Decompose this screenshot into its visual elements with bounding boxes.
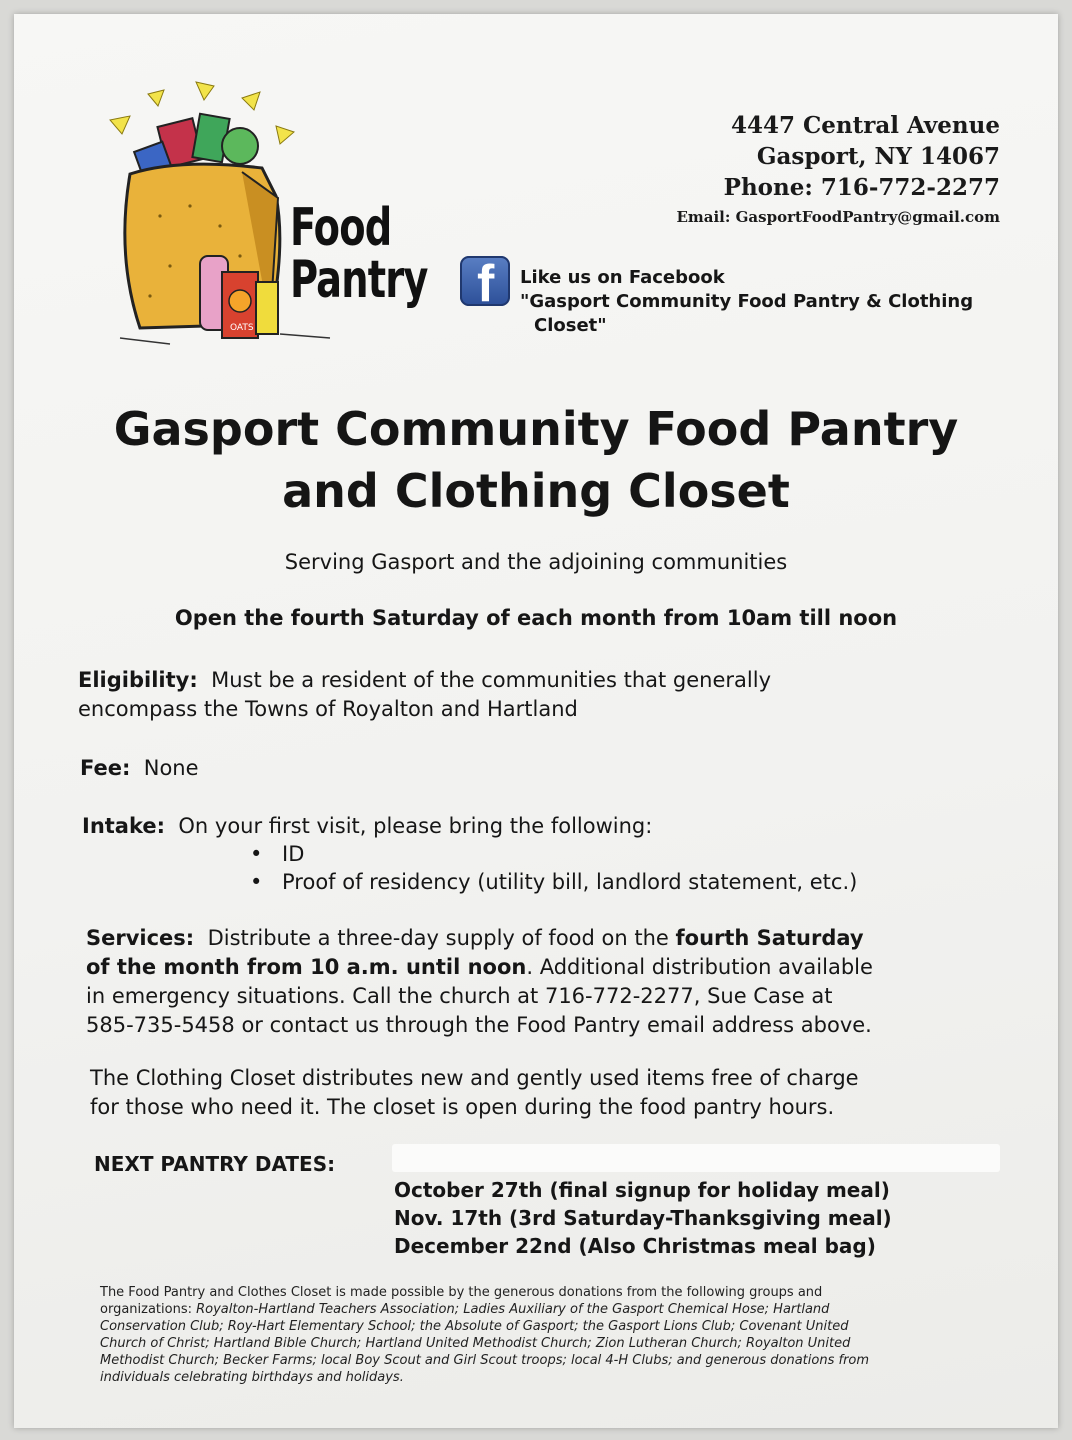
grocery-bag-logo	[100, 76, 445, 356]
eligibility-text-1: Must be a resident of the communities that generally	[211, 668, 771, 692]
city-state-zip: Gasport, NY 14067	[756, 143, 1000, 170]
eligibility-section	[78, 666, 771, 724]
services-section	[86, 924, 1006, 1040]
sponsors-footer	[100, 1284, 970, 1386]
facebook-callout	[520, 266, 973, 338]
oats-label: OATS	[230, 323, 254, 333]
next-dates-label: NEXT PANTRY DATES:	[94, 1152, 336, 1176]
facebook-line2: "Gasport Community Food Pantry & Clothing	[520, 291, 974, 312]
facebook-line1: Like us on Facebook	[520, 267, 725, 288]
redaction-strip	[392, 1144, 1000, 1172]
next-dates-list	[394, 1176, 892, 1260]
list-item: • Proof of residency (utility bill, landlord statement, etc.)	[250, 868, 857, 896]
list-item: October 27th (final signup for holiday meal)	[394, 1178, 890, 1202]
fee-section	[80, 754, 199, 783]
intake-text: On your first visit, please bring the following:	[178, 814, 653, 838]
closet-section	[90, 1064, 859, 1122]
eligibility-text-2: encompass the Towns of Royalton and Hartland	[78, 697, 578, 721]
footer-intro: The Food Pantry and Clothes Closet is made possible by the generous donations from the following groups and	[100, 1285, 823, 1300]
services-text-3: in emergency situations. Call the church at 716-772-2277, Sue Case at	[86, 984, 833, 1008]
list-item: Nov. 17th (3rd Saturday-Thanksgiving meal)	[394, 1206, 892, 1230]
services-bold-1: fourth Saturday	[675, 926, 864, 950]
footer-line-3: Church of Christ; Hartland Bible Church; Hartland United Methodist Church; Zion Lutheran Church; Royalton United	[100, 1336, 851, 1351]
intake-list	[250, 840, 857, 896]
services-bold-2: of the month from 10 a.m. until noon	[86, 955, 527, 979]
list-item: • ID	[250, 840, 857, 868]
phone-number: Phone: 716-772-2277	[723, 174, 1000, 201]
street-address: 4447 Central Avenue	[730, 112, 1000, 139]
email-address: Email: GasportFoodPantry@gmail.com	[676, 208, 1000, 226]
fee-label: Fee:	[80, 756, 131, 780]
footer-line-4: Methodist Church; Becker Farms; local Boy Scout and Girl Scout troops; local 4-H Clubs; and generous donations from	[100, 1353, 870, 1368]
intake-label: Intake:	[82, 814, 166, 838]
closet-text-1: The Clothing Closet distributes new and gently used items free of charge	[90, 1066, 859, 1090]
intake-section	[82, 812, 652, 841]
page-title	[0, 398, 1072, 522]
list-item: December 22nd (Also Christmas meal bag)	[394, 1234, 876, 1258]
logo-text-pantry: Pantry	[290, 250, 428, 310]
footer-line-1: Royalton-Hartland Teachers Association; Ladies Auxiliary of the Gasport Chemical Hose; Hartland	[196, 1302, 830, 1317]
contact-block	[676, 110, 1000, 229]
footer-line-2: Conservation Club; Roy-Hart Elementary School; the Absolute of Gasport; the Gasport Lions Club; Covenant United	[100, 1319, 849, 1334]
services-text-4: 585-735-5458 or contact us through the Food Pantry email address above.	[86, 1013, 872, 1037]
facebook-icon: f	[460, 256, 510, 306]
logo-text-food: Food	[290, 198, 392, 258]
services-text-2: . Additional distribution available	[526, 955, 873, 979]
closet-text-2: for those who need it. The closet is open during the food pantry hours.	[90, 1095, 835, 1119]
footer-organizations-label: organizations:	[100, 1302, 192, 1317]
title-line2: and Clothing Closet	[282, 464, 790, 518]
fee-value: None	[143, 756, 199, 780]
services-label: Services:	[86, 926, 195, 950]
services-text-1: Distribute a three-day supply of food on the	[207, 926, 669, 950]
footer-line-5: individuals celebrating birthdays and holidays.	[100, 1370, 404, 1385]
subtitle: Serving Gasport and the adjoining communities	[284, 550, 788, 574]
eligibility-label: Eligibility:	[78, 668, 198, 692]
opening-hours: Open the fourth Saturday of each month from 10am till noon	[174, 606, 898, 630]
facebook-line3: Closet"	[534, 315, 607, 336]
title-line1: Gasport Community Food Pantry	[113, 402, 959, 456]
